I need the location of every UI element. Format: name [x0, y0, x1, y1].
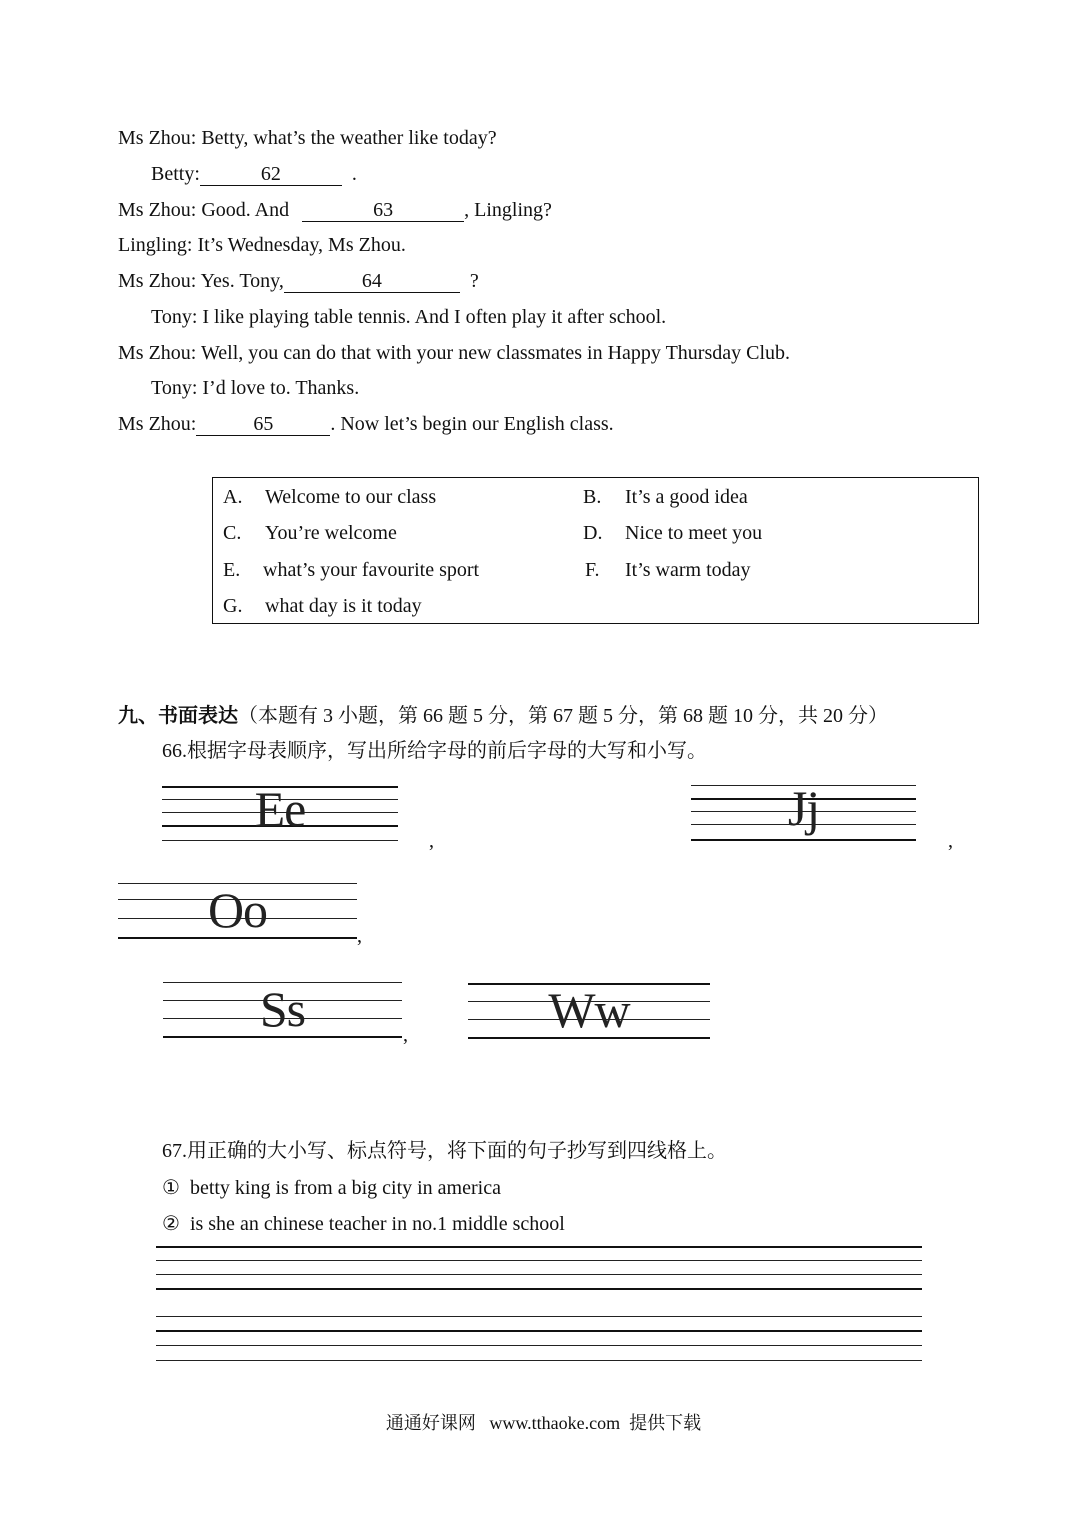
- four-line-grid-ww[interactable]: [468, 983, 710, 1039]
- option-b: B. It’s a good idea: [583, 486, 748, 508]
- dialogue-text: Well, you can do that with your new classmates in Happy Thursday Club.: [196, 342, 791, 364]
- blank-number: 63: [373, 199, 394, 221]
- dialogue-line-5: [118, 269, 479, 293]
- dialogue-text: Good. And: [196, 199, 295, 221]
- blank-number: 62: [260, 163, 281, 185]
- dialogue-line-7: [118, 341, 790, 365]
- speaker: Betty:: [151, 163, 200, 185]
- speaker: Tony:: [151, 377, 198, 399]
- four-line-grid-ee[interactable]: [162, 781, 398, 842]
- dialogue-line-1: [118, 126, 497, 150]
- four-line-grid-jj[interactable]: [691, 780, 916, 841]
- dialogue-text: ?: [459, 270, 479, 292]
- answer-blank-62[interactable]: [200, 163, 342, 186]
- q66-prompt: 66.根据字母表顺序，写出所给字母的前后字母的大写和小写。: [162, 740, 707, 762]
- answer-blank-64[interactable]: [284, 270, 460, 293]
- dialogue-text: Yes. Tony,: [196, 270, 284, 292]
- q67-prompt: 67.用正确的大小写、标点符号，将下面的句子抄写到四线格上。: [162, 1140, 727, 1162]
- letter-ss: Ss: [259, 981, 306, 1037]
- option-c: C. You’re welcome: [223, 522, 397, 544]
- writing-lines-1[interactable]: [156, 1246, 922, 1290]
- q67-item-1: [162, 1176, 501, 1200]
- q67-item-2: [162, 1212, 565, 1236]
- option-e: E. what’s your favourite sport: [223, 559, 480, 581]
- dialogue-line-4: [118, 233, 406, 257]
- letter-jj: Jj: [787, 780, 820, 836]
- item-mark: ②: [162, 1213, 180, 1235]
- dialogue-text: I like playing table tennis. And I often play it after school.: [197, 306, 667, 328]
- option-g: G. what day is it today: [223, 595, 422, 617]
- dialogue-text: , Lingling?: [464, 199, 552, 221]
- option-d: D. Nice to meet you: [583, 522, 763, 544]
- footer-text: 通通好课网 www.tthaoke.com 提供下载: [385, 1413, 702, 1433]
- dialogue-line-9: [118, 412, 614, 436]
- comma-separator: ,: [357, 925, 362, 947]
- letter-ee: Ee: [254, 781, 306, 837]
- speaker: Ms Zhou:: [118, 342, 197, 364]
- speaker: Ms Zhou:: [118, 199, 197, 221]
- four-line-grid-oo[interactable]: [118, 883, 357, 939]
- item-text: betty king is from a big city in america: [189, 1177, 501, 1199]
- speaker: Ms Zhou:: [118, 270, 197, 292]
- section-title: 九、书面表达: [118, 703, 238, 727]
- options-box: [212, 477, 979, 624]
- letter-oo: Oo: [207, 882, 268, 938]
- option-a: A. Welcome to our class: [223, 486, 437, 508]
- writing-lines-2[interactable]: [156, 1316, 922, 1362]
- dialogue-text: . Now let’s begin our English class.: [330, 413, 614, 435]
- comma-separator: ,: [403, 1024, 408, 1046]
- section-heading: [118, 703, 888, 728]
- speaker: Tony:: [151, 306, 198, 328]
- option-f: F. It’s warm today: [585, 559, 751, 581]
- speaker: Ms Zhou:: [118, 413, 197, 435]
- dialogue-text: Betty, what’s the weather like today?: [196, 127, 497, 149]
- dialogue-line-8: [151, 376, 359, 400]
- comma-separator: ,: [429, 830, 434, 852]
- item-text: is she an chinese teacher in no.1 middle school: [189, 1213, 565, 1235]
- dialogue-text: .: [341, 163, 357, 185]
- dialogue-line-6: [151, 305, 666, 329]
- blank-number: 65: [253, 413, 274, 435]
- dialogue-line-2: [151, 162, 357, 186]
- answer-blank-65[interactable]: [196, 413, 330, 436]
- speaker: Ms Zhou:: [118, 127, 197, 149]
- speaker: Lingling:: [118, 234, 193, 256]
- blank-number: 64: [361, 270, 382, 292]
- comma-separator: ,: [948, 830, 953, 852]
- dialogue-line-3: [118, 198, 552, 222]
- answer-blank-63[interactable]: [302, 199, 464, 222]
- letter-ww: Ww: [548, 982, 630, 1038]
- section-note: （本题有 3 小题，第 66 题 5 分，第 67 题 5 分，第 68 题 10 分，共 20 分）: [238, 705, 888, 727]
- dialogue-text: It’s Wednesday, Ms Zhou.: [192, 234, 406, 256]
- four-line-grid-ss[interactable]: [163, 982, 402, 1038]
- item-mark: ①: [162, 1177, 180, 1199]
- dialogue-text: I’d love to. Thanks.: [197, 377, 360, 399]
